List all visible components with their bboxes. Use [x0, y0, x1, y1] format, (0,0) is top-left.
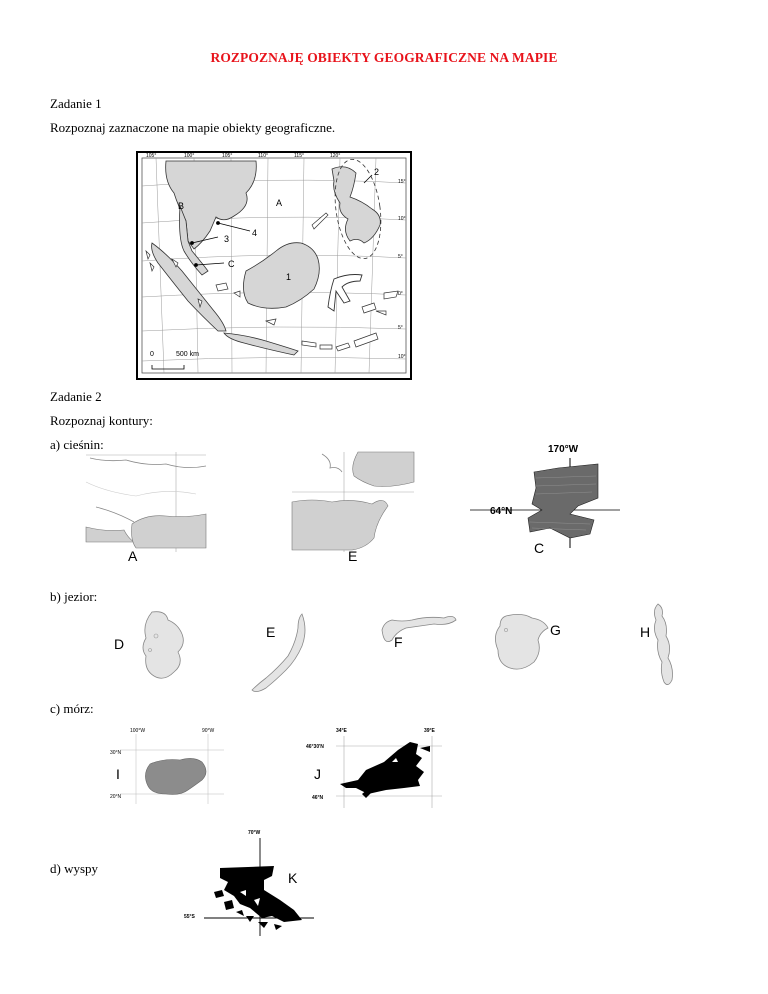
lake-h-label: H — [640, 624, 651, 640]
lake-d-outline — [138, 610, 190, 684]
island-k-label: K — [288, 870, 298, 886]
map-lon-tick: 115° — [294, 153, 304, 159]
map-drawing — [136, 151, 412, 380]
sea-j-lat-bottom: 46°N — [312, 795, 324, 801]
map-label-3: 3 — [224, 234, 230, 244]
map-lon-tick: 105° — [222, 153, 233, 159]
sea-j-label: J — [314, 766, 321, 782]
map-lat-tick: 5° — [398, 254, 403, 260]
seas-label: c) mórz: — [50, 701, 94, 716]
southeast-asia-map — [136, 151, 412, 380]
sea-j-lon-left: 34°E — [336, 728, 347, 734]
map-label-4: 4 — [252, 228, 258, 238]
lake-h-outline — [648, 602, 678, 688]
lake-f-outline — [378, 612, 458, 648]
sea-i-label: I — [116, 766, 120, 782]
map-label-c: C — [228, 259, 235, 269]
lake-e-label: E — [266, 624, 276, 640]
lake-f-label: F — [394, 634, 403, 650]
straits-label: a) cieśnin: — [50, 437, 104, 452]
task1-heading: Zadanie 1 — [50, 96, 102, 111]
map-lon-tick: 110° — [258, 153, 268, 159]
map-label-2: 2 — [374, 167, 380, 177]
map-lat-tick: 10° — [398, 354, 406, 360]
sea-i-lon-left: 100°W — [130, 728, 146, 734]
task1-instruction: Rozpoznaj zaznaczone na mapie obiekty geograficzne. — [50, 120, 336, 135]
island-k-lon: 70°W — [248, 830, 261, 836]
lake-g-label: G — [550, 622, 561, 638]
lake-g-outline — [492, 612, 558, 674]
sea-i-map — [110, 728, 224, 804]
island-k-lat: 55°S — [184, 914, 195, 920]
scale-zero: 0 — [150, 351, 154, 358]
strait-b-outline — [292, 452, 414, 552]
map-lat-tick: 0° — [398, 291, 403, 297]
map-lon-tick: 100° — [184, 153, 195, 159]
strait-a-outline — [86, 452, 206, 552]
strait-c-lat: 64°N — [490, 506, 513, 517]
map-lat-tick: 5° — [398, 325, 403, 331]
sea-i-lat-top: 30°N — [110, 750, 122, 756]
map-label-a: A — [276, 198, 283, 208]
islands-label: d) wyspy — [50, 861, 99, 876]
map-lon-tick: 105° — [146, 153, 157, 159]
strait-c-outline — [470, 458, 620, 548]
strait-c-lon: 170°W — [548, 444, 579, 455]
lakes-label: b) jezior: — [50, 589, 98, 604]
page-title: ROZPOZNAJĘ OBIEKTY GEOGRAFICZNE NA MAPIE — [210, 50, 558, 65]
lake-e-outline — [250, 612, 310, 696]
strait-a-label: A — [128, 548, 138, 564]
sea-i-lat-bottom: 20°N — [110, 794, 122, 800]
lake-d-label: D — [114, 636, 125, 652]
sea-i-lon-right: 90°W — [202, 728, 215, 734]
task2-heading: Zadanie 2 — [50, 389, 102, 404]
task2-instruction: Rozpoznaj kontury: — [50, 413, 153, 428]
sea-j-lon-right: 39°E — [424, 728, 435, 734]
map-label-b: B — [178, 201, 185, 211]
scale-label: 500 km — [176, 351, 199, 358]
map-lon-tick: 120° — [330, 153, 341, 159]
strait-b-label: E — [348, 548, 358, 564]
sea-j-lat-top: 46°30'N — [306, 744, 324, 750]
map-label-1: 1 — [286, 272, 292, 282]
map-lat-tick: 10° — [398, 216, 406, 222]
map-lat-tick: 15° — [398, 179, 406, 185]
strait-c-label: C — [534, 540, 545, 556]
sea-j-map — [306, 728, 442, 808]
